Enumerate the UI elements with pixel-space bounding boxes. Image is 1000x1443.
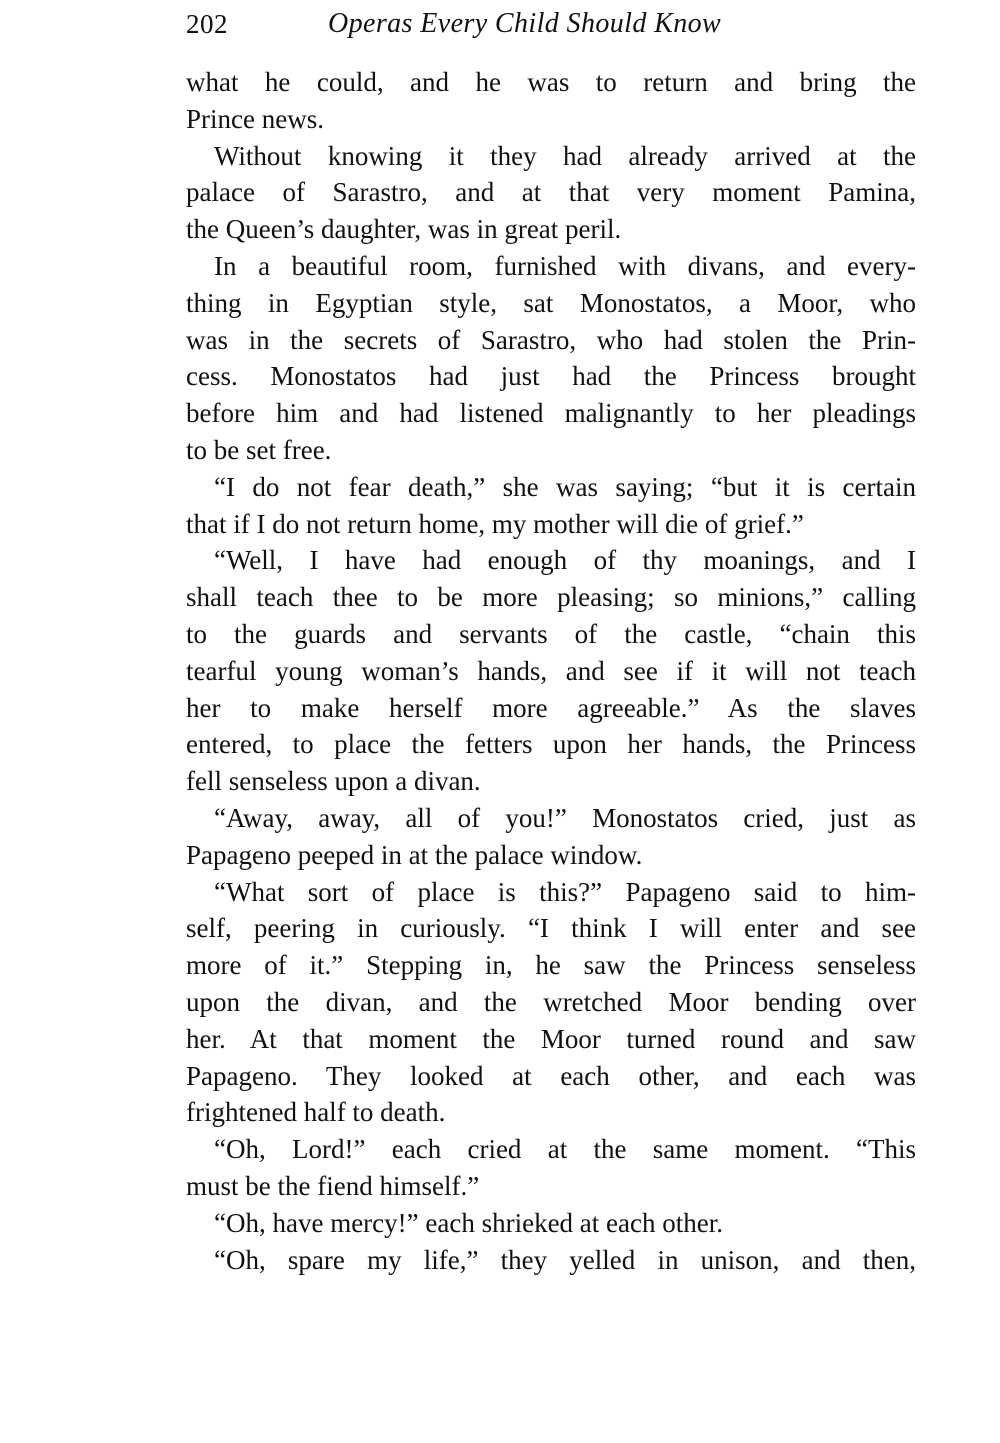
text-line: must be the fiend himself.”: [186, 1170, 480, 1201]
text-line: frightened half to death.: [186, 1097, 446, 1128]
text-line: was in the secrets of Sarastro, who had stolen the Prin-: [186, 324, 916, 355]
text-line: Papageno peeped in at the palace window.: [186, 839, 643, 870]
text-line: “I do not fear death,” she was saying; “but it is certain: [214, 471, 916, 502]
text-line: thing in Egyptian style, sat Monostatos, a Moor, who: [186, 287, 916, 318]
text-line: “Oh, spare my life,” they yelled in unison, and then,: [214, 1244, 916, 1275]
text-line: Without knowing it they had already arrived at the: [214, 140, 916, 171]
text-line: Prince news.: [186, 103, 324, 134]
text-line: fell senseless upon a divan.: [186, 766, 481, 797]
text-line: In a beautiful room, furnished with divans, and every-: [214, 250, 916, 281]
text-line: cess. Monostatos had just had the Princess brought: [186, 361, 916, 392]
running-head: [186, 6, 916, 42]
text-line: her. At that moment the Moor turned round and saw: [186, 1023, 916, 1054]
text-line: before him and had listened malignantly to her pleadings: [186, 398, 916, 429]
text-line: tearful young woman’s hands, and see if it will not teach: [186, 655, 916, 686]
text-line: “Well, I have had enough of thy moanings, and I: [214, 545, 916, 576]
text-line: upon the divan, and the wretched Moor bending over: [186, 986, 916, 1017]
text-line: more of it.” Stepping in, he saw the Princess senseless: [186, 950, 916, 981]
text-line: that if I do not return home, my mother will die of grief.”: [186, 508, 804, 539]
text-line: to the guards and servants of the castle, “chain this: [186, 618, 916, 649]
text-line: her to make herself more agreeable.” As the slaves: [186, 692, 916, 723]
text-line: “Oh, have mercy!” each shrieked at each other.: [214, 1207, 723, 1238]
text-line: the Queen’s daughter, was in great peril.: [186, 214, 622, 245]
text-line: to be set free.: [186, 434, 332, 465]
text-line: entered, to place the fetters upon her hands, the Princess: [186, 729, 916, 760]
text-line: “What sort of place is this?” Papageno said to him-: [214, 876, 916, 907]
page-number: 202: [186, 9, 228, 39]
text-line: “Oh, Lord!” each cried at the same moment. “This: [214, 1134, 916, 1165]
text-line: self, peering in curiously. “I think I will enter and see: [186, 913, 916, 944]
text-line: palace of Sarastro, and at that very moment Pamina,: [186, 177, 916, 208]
body-text: [186, 64, 916, 1278]
text-line: “Away, away, all of you!” Monostatos cried, just as: [214, 802, 916, 833]
text-line: Papageno. They looked at each other, and each was: [186, 1060, 916, 1091]
text-line: shall teach thee to be more pleasing; so minions,” calling: [186, 582, 916, 613]
book-title: Operas Every Child Should Know: [328, 8, 722, 39]
text-line: what he could, and he was to return and bring the: [186, 67, 916, 97]
